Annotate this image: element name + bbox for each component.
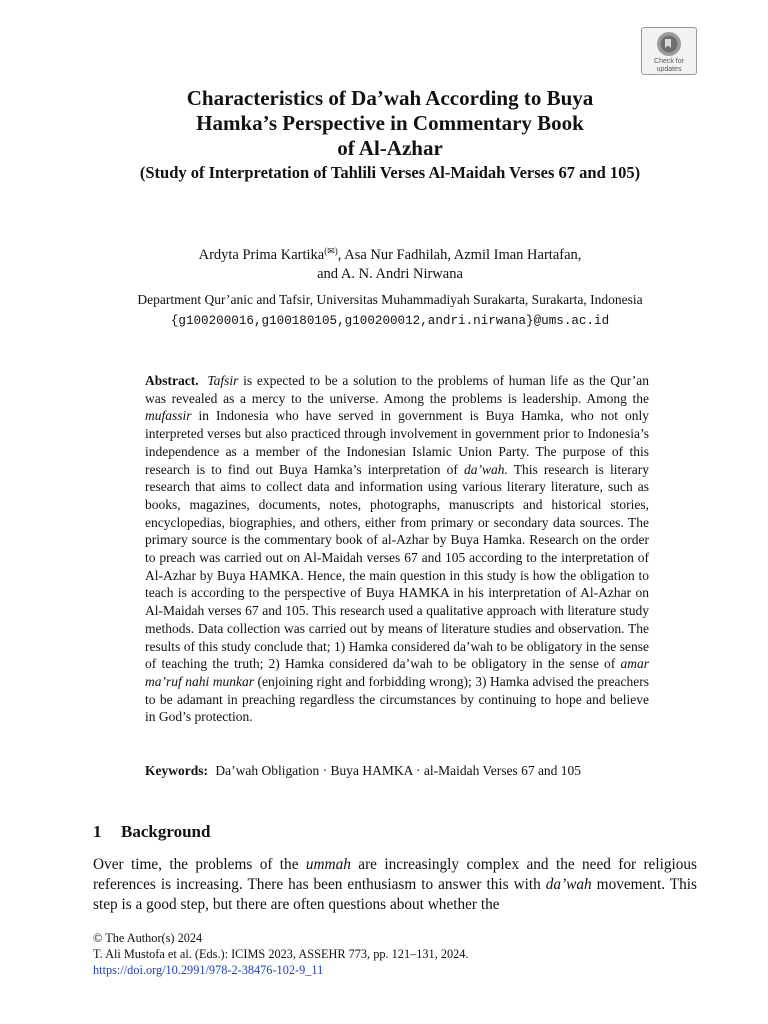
corresponding-mail-icon[interactable]: (✉) — [324, 246, 338, 256]
body-paragraph — [93, 855, 697, 915]
title-line-3: of Al-Azhar — [337, 136, 443, 160]
abstract-italic-2: mufassir — [145, 408, 192, 424]
badge-line1: Check for — [654, 58, 684, 65]
abstract-text-4: (enjoining right and forbidding wrong); 3) Hamka advised the preachers to be adamant in preaching regardless the circumstances by continuing to hope and believe in God’s protection. — [145, 673, 649, 725]
body-text-2: are increasingly complex and the need for religious references is increasing. There has been enthusiasm to answer this with — [93, 856, 697, 893]
page-footer — [93, 930, 693, 978]
doi-link[interactable]: https://doi.org/10.2991/978-2-38476-102-9_11 — [93, 963, 324, 977]
abstract-italic-3: da’wah. — [463, 461, 508, 477]
keywords-label: Keywords: — [145, 763, 208, 778]
body-italic-2: da’wah — [545, 876, 592, 893]
section-number: 1 — [93, 822, 102, 841]
affiliation: Department Qur’anic and Tafsir, Universitas Muhammadiyah Surakarta, Surakarta, Indonesia — [137, 292, 643, 307]
author-list — [90, 242, 690, 284]
abstract — [145, 372, 649, 726]
section-title: Background — [121, 822, 211, 841]
section-heading — [93, 821, 210, 843]
paper-title — [90, 86, 690, 161]
author-line-2: and A. N. Andri Nirwana — [317, 266, 463, 282]
abstract-italic-1: Tafsir — [207, 373, 239, 388]
abstract-text-2: in Indonesia who have served in government is Buya Hamka, who not only interpreted verses but also practiced through involvement in government prior to Indonesia’s independence as a member of the Indonesian Islamic Union Party. The purpose of this research is to find out Buya Hamka’s interpretation of — [145, 408, 649, 477]
abstract-label: Abstract. — [145, 373, 199, 388]
abstract-text-1: is expected to be a solution to the problems of human life as the Qur’an was revealed as a mercy to the universe. Among the problems is leadership. Among the — [145, 373, 649, 406]
copyright-line: © The Author(s) 2024 — [93, 931, 203, 945]
keywords-text: Da’wah Obligation · Buya HAMKA · al-Maidah Verses 67 and 105 — [215, 763, 582, 778]
title-line-2: Hamka’s Perspective in Commentary Book — [196, 111, 584, 135]
body-italic-1: ummah — [305, 856, 351, 873]
paper-subtitle: (Study of Interpretation of Tahlili Verses Al-Maidah Verses 67 and 105) — [139, 163, 641, 182]
body-text-1: Over time, the problems of the — [93, 856, 306, 873]
author-first: Ardyta Prima Kartika — [198, 247, 325, 263]
badge-line2: updates — [656, 66, 682, 73]
check-for-updates-badge[interactable] — [641, 27, 697, 75]
abstract-text-3: This research is literary research that aims to collect data and information using various literary literature, such as books, magazines, documents, notes, photographs, manuscripts and historical stories, encyclopedias, biographies, and others, either from primary or secondary data sources. The primary source is the commentary book of al-Azhar by Buya Hamka. Research on the order to preach was carried out on Al-Maidah verses 67 and 105 according to the interpretation of Al-Azhar by Buya HAMKA. Hence, the main question in this study is how the obligation to teach is according to the perspective of Buya HAMKA in his interpretation of Al-Azhar on Al-Maidah verses 67 and 105. This research used a qualitative approach with literature study methods. Data collection was carried out by means of literature studies and observation. The results of this study conclude that; 1) Hamka considered da’wah to be obligatory in the sense of teaching the truth; 2) Hamka considered da’wah to be obligatory in the sense of — [145, 461, 650, 672]
citation-line: T. Ali Mustofa et al. (Eds.): ICIMS 2023, ASSEHR 773, pp. 121–131, 2024. — [93, 947, 469, 961]
author-rest: , Asa Nur Fadhilah, Azmil Iman Hartafan, — [337, 247, 582, 263]
author-emails: {g100200016,g100180105,g100200012,andri.nirwana}@ums.ac.id — [170, 314, 610, 328]
title-line-1: Characteristics of Da’wah According to Buya — [186, 86, 594, 110]
check-for-updates-icon — [656, 31, 682, 57]
abstract-italic-4: amar ma’ruf nahi munkar — [145, 656, 649, 689]
body-text-3: movement. This step is a good step, but there are often questions about whether the — [93, 876, 697, 913]
keywords — [145, 762, 649, 780]
